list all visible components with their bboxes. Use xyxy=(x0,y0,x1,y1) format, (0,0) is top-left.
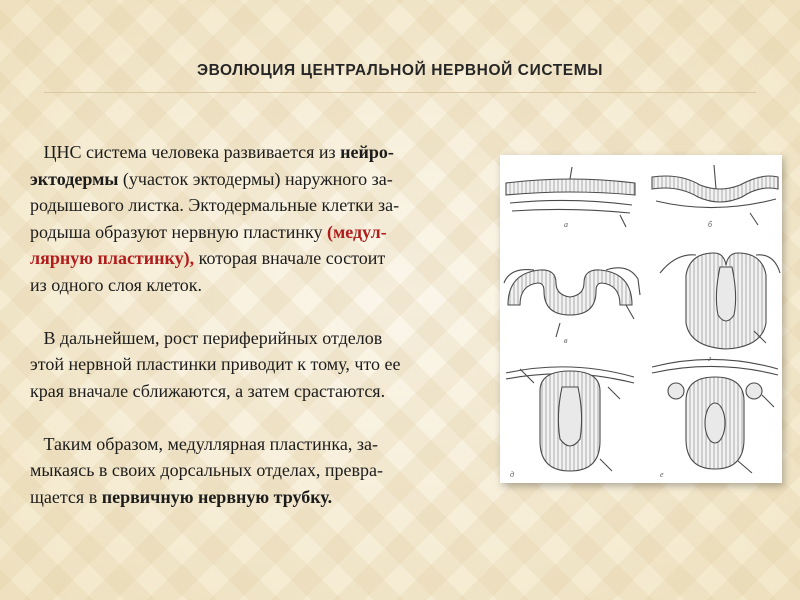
slide-title: ЭВОЛЮЦИЯ ЦЕНТРАЛЬНОЙ НЕРВНОЙ СИСТЕМЫ xyxy=(196,62,604,79)
paragraph-1-line-5 xyxy=(30,245,500,272)
paragraph-1-line-4 xyxy=(30,219,500,246)
term-medullary-plate-part1: (медул- xyxy=(326,221,387,242)
title-divider xyxy=(44,92,756,93)
neural-tube-diagram xyxy=(500,155,782,483)
paragraph-3-line-3 xyxy=(30,484,500,511)
stage-label: б xyxy=(708,220,713,229)
term-neuroectoderm-part2: эктодермы xyxy=(30,168,119,189)
neural-tube-diagram-figure xyxy=(500,155,782,483)
paragraph-2-line-3: края вначале сближаются, а затем срастаются. xyxy=(30,380,386,401)
stage-3-neural-groove xyxy=(504,268,640,337)
stage-label: в xyxy=(564,336,568,345)
term-primary-neural-tube: первичную нервную трубку. xyxy=(101,486,333,507)
text-fragment: В дальнейшем, рост периферийных отделов xyxy=(43,327,383,348)
paragraph-1-line-3: родышевого листка. Эктодермальные клетки за- xyxy=(30,195,400,215)
paragraph-1-line-2 xyxy=(30,166,500,193)
paragraph-3-line-1 xyxy=(30,431,500,458)
stage-5-fusing-folds xyxy=(506,367,634,471)
text-fragment: щается в xyxy=(30,486,102,507)
paragraph-1-line-6: из одного слоя клеток. xyxy=(30,274,202,295)
stage-4-neural-folds xyxy=(660,253,780,349)
stage-label: д xyxy=(510,470,515,479)
text-fragment: родыша образуют нервную пластинку xyxy=(30,221,327,242)
paragraph-1-line-1 xyxy=(30,139,500,166)
term-medullary-plate-part2: лярную пластинку), xyxy=(30,248,195,268)
paragraph-2-line-2: этой нервной пластинки приводит к тому, что ее xyxy=(30,354,401,374)
body-text xyxy=(30,139,500,510)
text-fragment: которая вначале состоит xyxy=(194,248,386,268)
term-neuroectoderm-part1: нейро- xyxy=(340,142,394,162)
stage-label: е xyxy=(660,470,664,479)
paragraph-2-line-1 xyxy=(30,325,500,352)
stage-label: г xyxy=(708,354,712,363)
paragraph-gap xyxy=(30,404,500,431)
paragraph-gap xyxy=(30,298,500,325)
text-fragment: ЦНС система человека развивается из xyxy=(43,142,341,162)
text-fragment: Таким образом, медуллярная пластинка, за- xyxy=(43,433,378,454)
stage-2-folding-plate xyxy=(652,165,778,225)
stage-1-neural-plate xyxy=(506,167,635,227)
stage-label: а xyxy=(564,220,568,229)
text-fragment: (участок эктодермы) наружного за- xyxy=(118,168,393,189)
stage-6-neural-tube xyxy=(652,359,778,473)
paragraph-3-line-2: мыкаясь в своих дорсальных отделах, превра- xyxy=(30,460,383,480)
